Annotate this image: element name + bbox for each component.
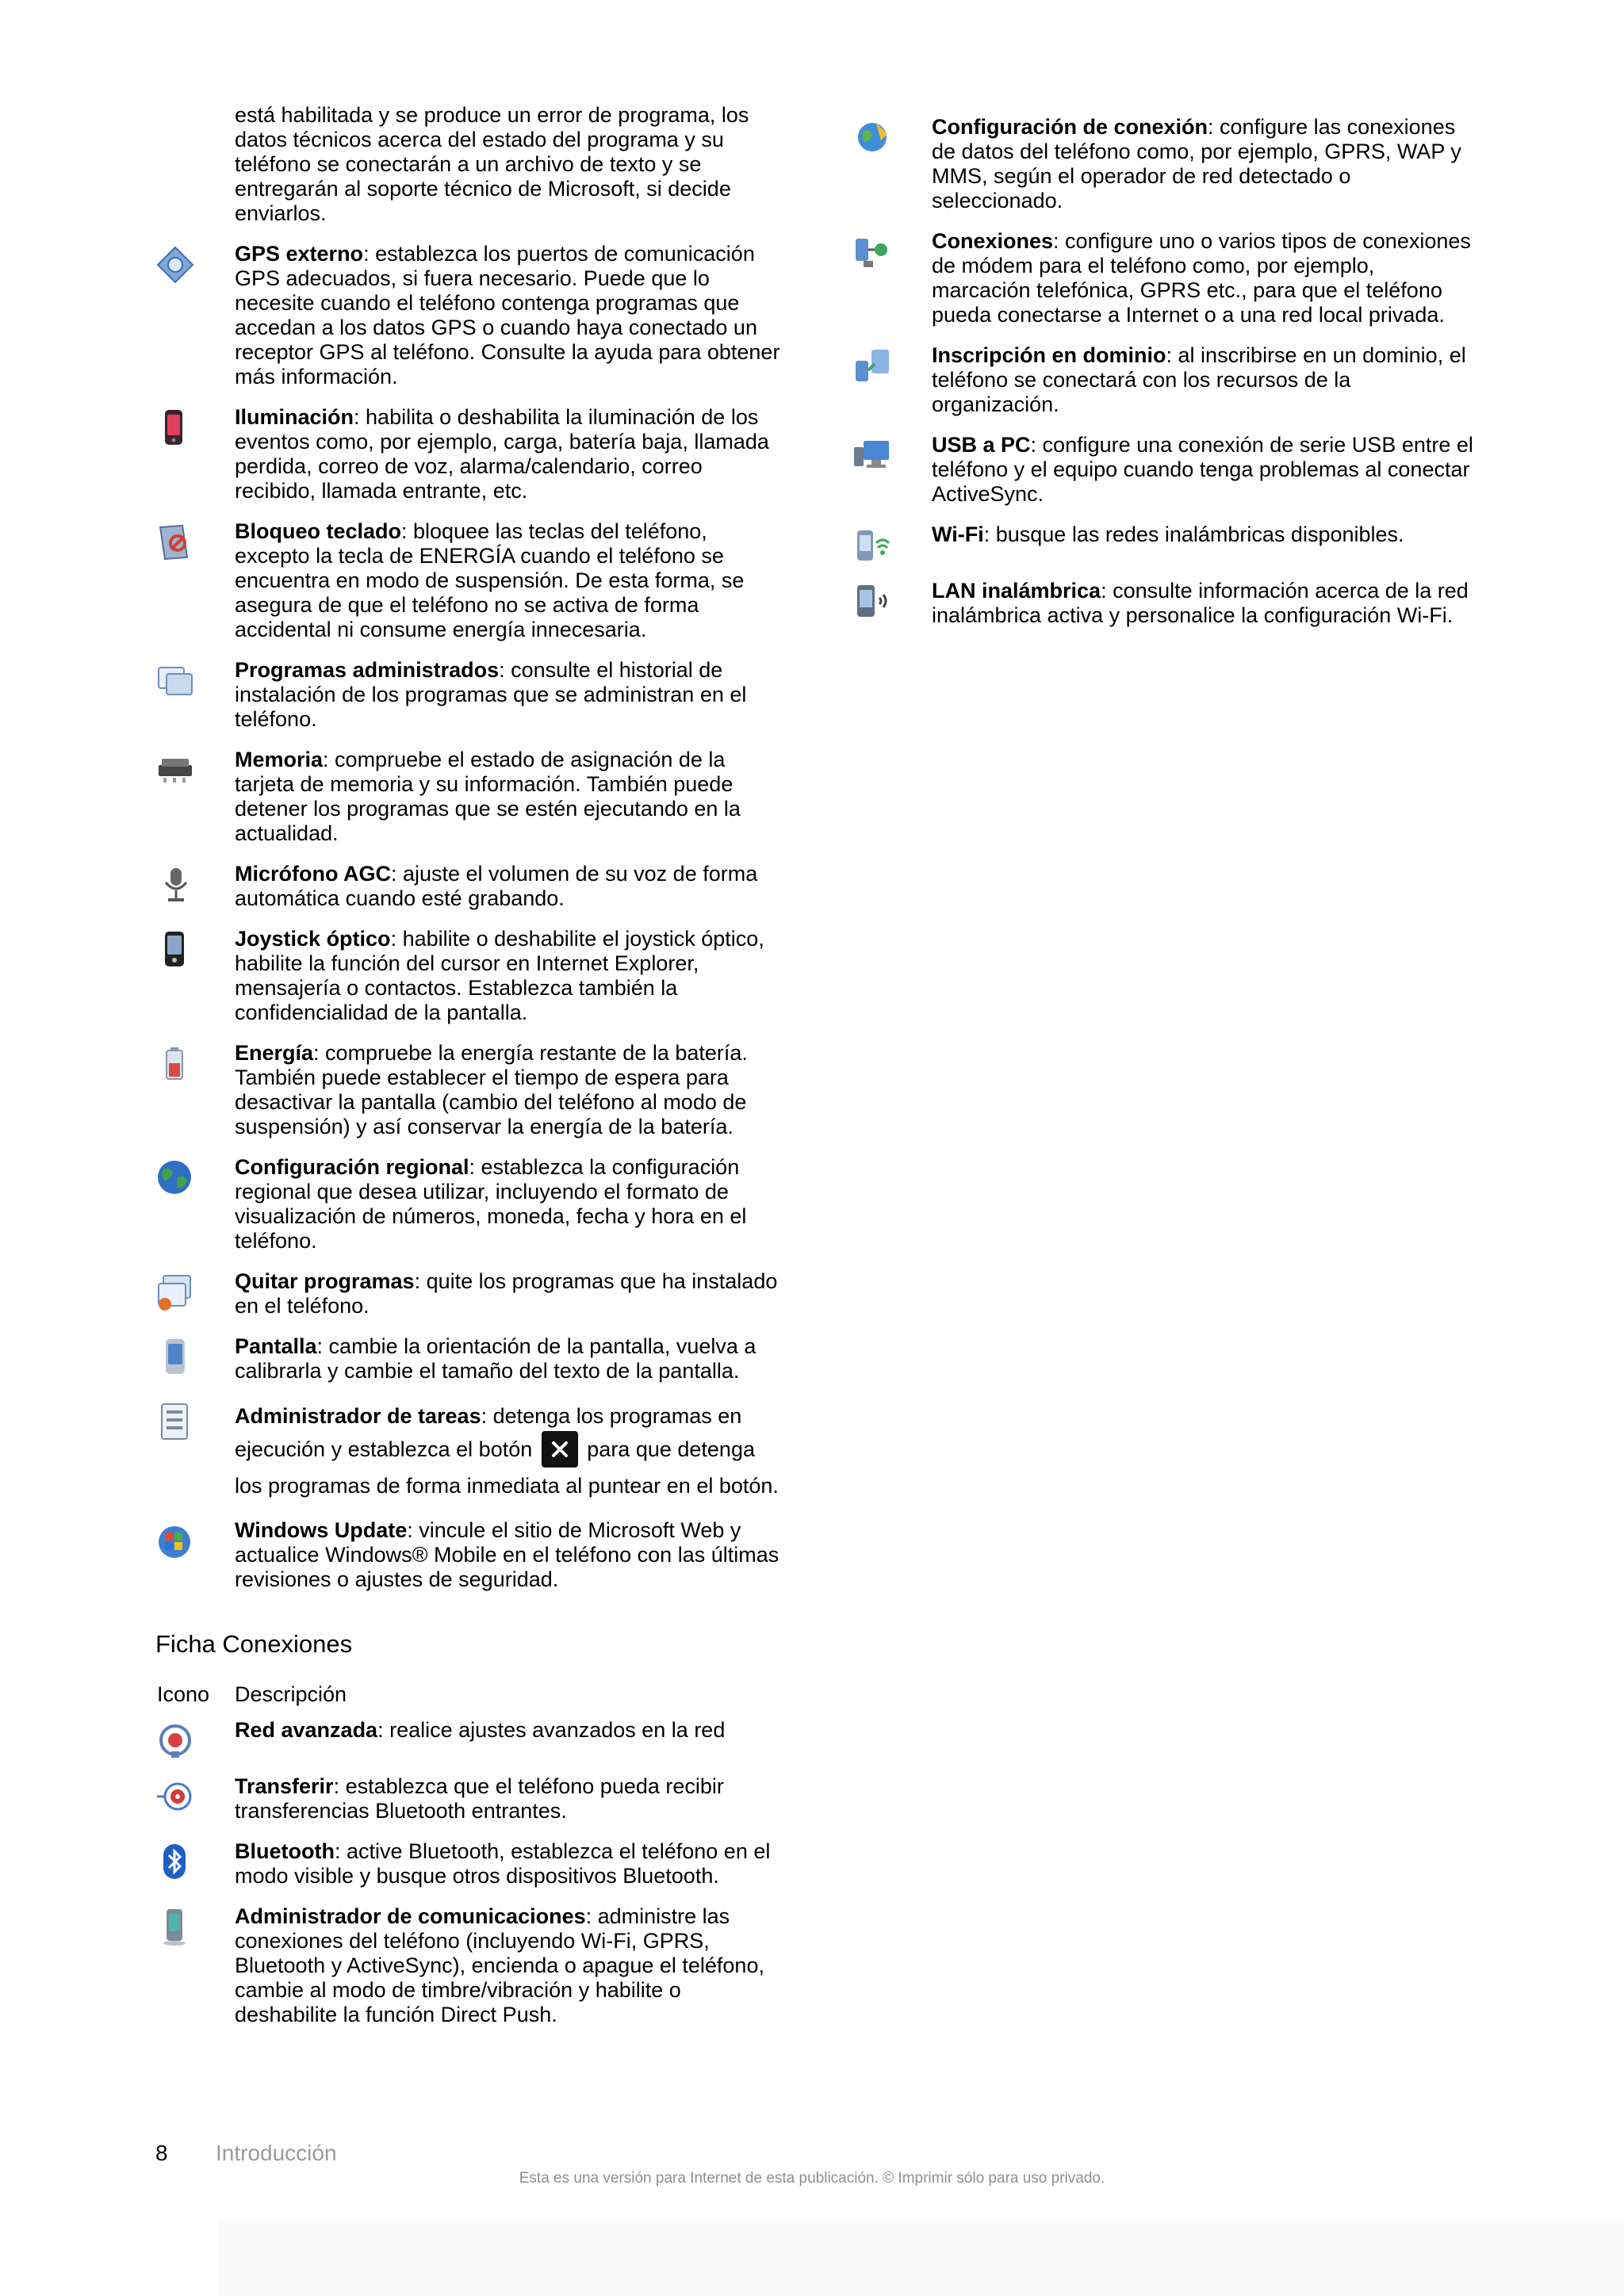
entry-text: : vincule el sitio de Microsoft Web y actualice Windows® Mobile en el teléfono con las últimas revisiones o ajustes de seguridad.: [235, 1518, 779, 1591]
entry-text: : compruebe el estado de asignación de la tarjeta de memoria y su información. También puede detener los programas que se estén ejecutando en la actualidad.: [235, 748, 741, 845]
entry-microfono-agc: [155, 862, 782, 911]
entry-inscripcion-en-dominio: [852, 343, 1479, 417]
managed-programs-icon: [155, 661, 195, 701]
entry-configuracion-de-conexion: [852, 115, 1479, 213]
entry-text: : configure uno o varios tipos de conexiones de módem para el teléfono como, por ejemplo, marcación telefónica, GPRS etc., para que el teléfono pueda conectarse a Internet o a una red local privada.: [932, 229, 1471, 327]
entry-title: Joystick óptico: [235, 927, 391, 951]
entry-title: GPS externo: [235, 242, 364, 266]
connection-settings-icon: [852, 118, 892, 158]
entry-text: : al inscribirse en un dominio, el teléfono se conectará con los recursos de la organización.: [932, 343, 1466, 416]
entry-text: : quite los programas que ha instalado en el teléfono.: [235, 1269, 778, 1318]
entry-title: Memoria: [235, 748, 324, 771]
connections-icon: [852, 232, 892, 272]
key-lock-icon: [155, 522, 195, 562]
entry-title: Transferir: [235, 1774, 334, 1798]
entry-text: : habilite o deshabilite el joystick óptico, habilite la función del cursor en Internet Explorer, mensajería o contactos. Establezca también la confidencialidad de la pantalla.: [235, 927, 764, 1024]
entry-text: : cambie la orientación de la pantalla, vuelva a calibrarla y cambie el tamaño del texto de la pantalla.: [235, 1334, 756, 1383]
entry-gps-externo: [155, 242, 782, 389]
entry-text: : busque las redes inalámbricas disponibles.: [983, 522, 1404, 546]
column-header-icon: Icono: [157, 1682, 210, 1706]
entry-title: Bluetooth: [235, 1839, 335, 1863]
microphone-icon: [155, 865, 195, 905]
entry-bloqueo-teclado: [155, 519, 782, 642]
entry-text: : establezca los puertos de comunicación GPS adecuados, si fuera necesario. Puede que lo necesite cuando el teléfono contenga programas que accedan a los datos GPS o cuando haya conectado un receptor GPS al teléfono. Consulte la ayuda para obtener más información.: [235, 242, 780, 388]
entry-title: Programas administrados: [235, 658, 500, 682]
entry-title: Quitar programas: [235, 1269, 415, 1293]
entry-text: : establezca la configuración regional que desea utilizar, incluyendo el formato de visualización de números, moneda, fecha y hora en el teléfono.: [235, 1155, 747, 1253]
page-shade: [218, 2220, 1624, 2296]
entry-title: Energía: [235, 1041, 314, 1065]
entry-joystick-optico: [155, 927, 782, 1025]
comm-manager-icon: [155, 1908, 195, 1947]
column-header-description: Descripción: [235, 1682, 347, 1706]
entry-programas-administrados: [155, 658, 782, 732]
entry-title: USB a PC: [932, 433, 1031, 457]
entry-administrador-de-tareas: [155, 1399, 782, 1502]
entry-conexiones: [852, 229, 1479, 327]
entry-wi-fi: [852, 522, 1479, 547]
wireless-lan-icon: [852, 582, 892, 622]
entry-text: : administre las conexiones del teléfono (incluyendo Wi-Fi, GPRS, Bluetooth y ActiveSync), encienda o apague el teléfono, cambie al modo de timbre/vibración y habilite o deshabilite la función Direct Push.: [235, 1904, 764, 2026]
entry-memoria: [155, 748, 782, 846]
footer-section-name: Introducción: [216, 2141, 337, 2165]
entry-text: : consulte información acerca de la red inalámbrica activa y personalice la configuración Wi-Fi.: [932, 579, 1469, 627]
entry-text: : habilita o deshabilita la iluminación de los eventos como, por ejemplo, carga, batería baja, llamada perdida, correo de voz, alarma/calendario, correo recibido, llamada entrante, etc.: [235, 405, 769, 503]
entry-text: : bloquee las teclas del teléfono, excepto la tecla de ENERGÍA cuando el teléfono se encuentra en modo de suspensión. De esta forma, se asegura de que el teléfono no se activa de forma accidental ni consume energía innecesaria.: [235, 519, 745, 641]
entry-administrador-de-comunicaciones: [155, 1904, 782, 2027]
entry-iluminacion: [155, 405, 782, 503]
left-column: [155, 103, 782, 2043]
entry-energia: [155, 1041, 782, 1139]
entry-bluetooth: [155, 1839, 782, 1888]
gps-icon: [155, 245, 195, 285]
entry-title: Configuración regional: [235, 1155, 469, 1179]
entry-text: : detenga los programas en ejecución y establezca el botón: [235, 1404, 742, 1462]
entry-title: Inscripción en dominio: [932, 343, 1166, 367]
phone-light-icon: [155, 408, 195, 448]
wifi-icon: [852, 526, 892, 565]
section-title: Ficha Conexiones: [155, 1630, 353, 1658]
close-icon: [550, 1440, 569, 1459]
screen-icon: [155, 1337, 195, 1377]
right-column: [852, 115, 1479, 644]
advanced-network-icon: [155, 1721, 195, 1761]
entry-title: Administrador de comunicaciones: [235, 1904, 586, 1928]
beam-icon: [155, 1777, 195, 1817]
entry-title: Red avanzada: [235, 1718, 378, 1742]
entry-text: : establezca que el teléfono pueda recibir transferencias Bluetooth entrantes.: [235, 1774, 724, 1823]
windows-update-icon: [155, 1521, 195, 1561]
remove-programs-icon: [155, 1272, 195, 1312]
entry-title: Conexiones: [932, 229, 1054, 253]
continued-paragraph: está habilitada y se produce un error de programa, los datos técnicos acerca del estado del programa y su teléfono se conectarán a un archivo de texto y se entregarán al soporte técnico de Microsoft, si decide enviarlos.: [235, 103, 749, 225]
task-manager-icon: [155, 1402, 195, 1442]
battery-icon: [155, 1044, 195, 1084]
entry-quitar-programas: [155, 1269, 782, 1318]
entry-text-continued: para que detenga los programas de forma inmediata al puntear en el botón.: [235, 1437, 779, 1498]
entry-title: Wi-Fi: [932, 522, 984, 546]
usb-pc-icon: [852, 436, 892, 476]
entry-title: Administrador de tareas: [235, 1404, 481, 1428]
entry-title: Bloqueo teclado: [235, 519, 402, 543]
memory-icon: [155, 751, 195, 790]
entry-title: Windows Update: [235, 1518, 408, 1542]
entry-windows-update: [155, 1518, 782, 1592]
entry-usb-a-pc: [852, 433, 1479, 507]
footer-note: Esta es una versión para Internet de esta publicación. © Imprimir sólo para uso privado.: [519, 2170, 1105, 2187]
table-header: [155, 1682, 782, 1707]
entry-text: : configure una conexión de serie USB entre el teléfono y el equipo cuando tenga problemas al conectar ActiveSync.: [932, 433, 1473, 506]
joystick-phone-icon: [155, 930, 195, 970]
entry-text: : compruebe la energía restante de la batería. También puede establecer el tiempo de espera para desactivar la pantalla (cambio del teléfono al modo de suspensión) y así conservar la energía de la batería.: [235, 1041, 748, 1138]
globe-icon: [155, 1158, 195, 1198]
close-button-sample: [542, 1431, 578, 1468]
entry-text: : realice ajustes avanzados en la red: [377, 1718, 726, 1742]
entry-title: Micrófono AGC: [235, 862, 391, 886]
entry-title: Iluminación: [235, 405, 354, 429]
entry-text: : active Bluetooth, establezca el teléfono en el modo visible y busque otros dispositivos Bluetooth.: [235, 1839, 771, 1888]
entry-title: LAN inalámbrica: [932, 579, 1101, 603]
domain-enroll-icon: [852, 346, 892, 386]
entry-configuracion-regional: [155, 1155, 782, 1253]
bluetooth-icon: [155, 1843, 195, 1882]
entry-lan-inalambrica: [852, 579, 1479, 628]
entry-pantalla: [155, 1334, 782, 1383]
entry-text: : configure las conexiones de datos del teléfono como, por ejemplo, GPRS, WAP y MMS, según el operador de red detectado o seleccionado.: [932, 115, 1461, 212]
entry-text: : consulte el historial de instalación de los programas que se administran en el teléfono.: [235, 658, 747, 731]
entry-red-avanzada: [155, 1718, 782, 1743]
entry-transferir: [155, 1774, 782, 1823]
entry-title: Configuración de conexión: [932, 115, 1208, 139]
entry-title: Pantalla: [235, 1334, 317, 1358]
page-number: 8: [155, 2141, 168, 2165]
entry-text: : ajuste el volumen de su voz de forma automática cuando esté grabando.: [235, 862, 758, 910]
